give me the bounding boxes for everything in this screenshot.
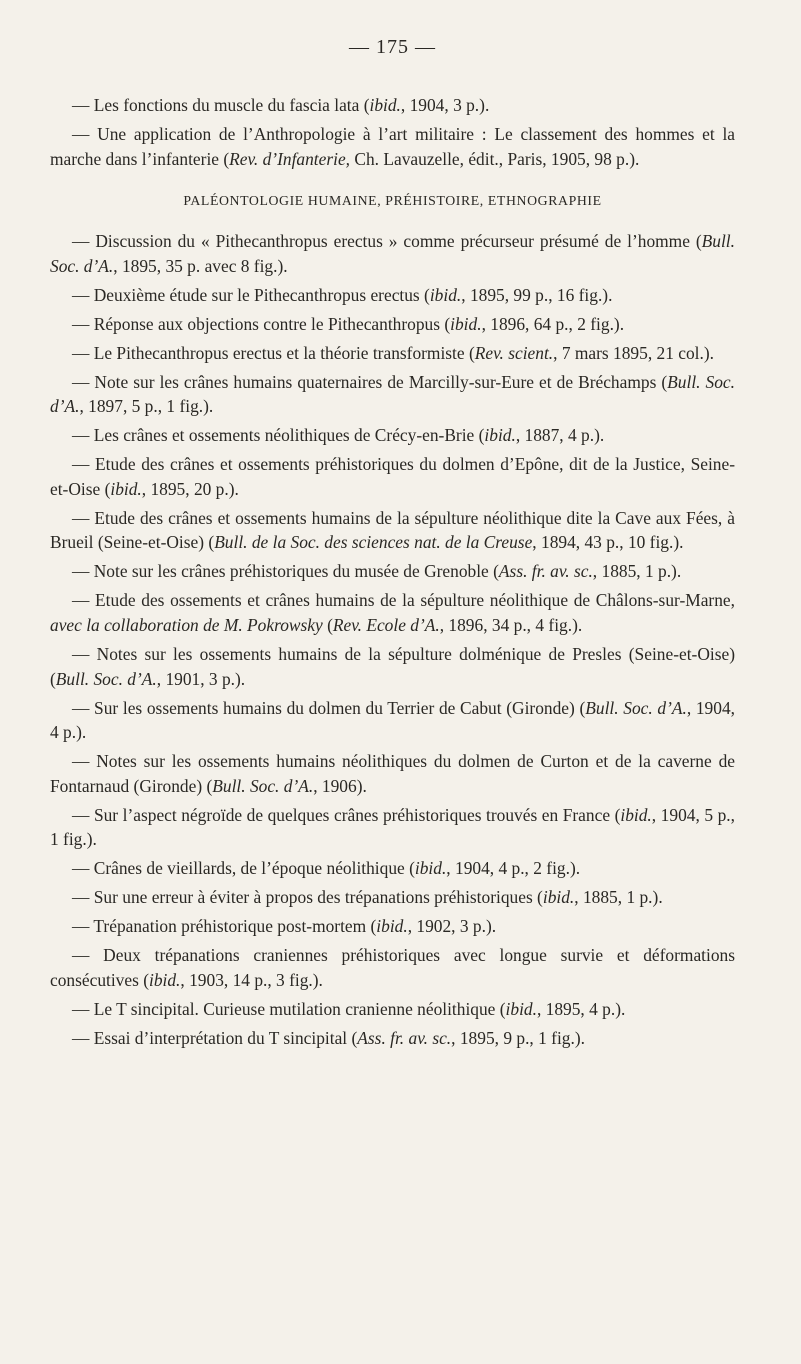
bibliography-entry	[50, 642, 735, 691]
bibliography-entry	[50, 885, 735, 910]
entry-text: , 1906).	[313, 775, 367, 796]
bibliography-entry	[50, 93, 735, 118]
entry-italic-text: ibid.	[620, 804, 652, 825]
entry-italic-text: avec la collaboration de M. Pokrowsky	[50, 615, 323, 635]
entry-italic-text: ibid.	[450, 313, 482, 334]
entry-text: , 1895, 99 p., 16 fig.).	[461, 284, 613, 305]
entry-text: , 1904, 3 p.).	[400, 95, 490, 115]
entry-text: — Deux trépanations craniennes préhistoriques avec longue survie et déformations consécutives (	[50, 945, 735, 990]
entry-text: , 1895, 20 p.).	[141, 478, 239, 499]
entry-italic-text: ibid.	[542, 887, 575, 908]
page-number: — 175 —	[349, 36, 436, 58]
entry-italic-text: Rev. scient.	[474, 342, 554, 363]
entry-text: , 1904, 4 p., 2 fig.).	[446, 858, 581, 879]
bibliography-entry	[50, 803, 735, 852]
entry-italic-text: Bull. Soc. d’A.	[212, 775, 314, 796]
entry-text: — Notes sur les ossements humains de la sépulture dolménique de Presles (Seine-et-Oise) (	[50, 643, 735, 689]
entry-text: , 1904, 5 p., 1 fig.).	[50, 804, 735, 850]
bibliography-entry	[50, 452, 735, 501]
entry-italic-text: ibid.	[110, 478, 142, 499]
bibliography-entry	[50, 997, 735, 1022]
entry-italic-text: Bull. Soc. d’A.	[585, 697, 687, 718]
section-heading: PALÉONTOLOGIE HUMAINE, PRÉHISTOIRE, ETHNOGRAPHIE	[183, 193, 602, 209]
entry-text: Ch. Lavauzelle, édit., Paris, 1905, 98 p.).	[350, 148, 640, 169]
entries-list	[50, 229, 735, 1050]
entry-text: , 1896, 64 p., 2 fig.).	[481, 313, 625, 334]
entry-text: — Les fonctions du muscle du fascia lata (	[72, 95, 370, 115]
bibliography-entry	[50, 341, 735, 366]
bibliography-entry	[50, 423, 735, 448]
entry-text: , 1885, 1 p.).	[574, 887, 663, 908]
entry-text: , 1902, 3 p.).	[407, 916, 497, 937]
entry-text: — Trépanation préhistorique post-mortem (	[72, 916, 377, 937]
entry-italic-text: ibid.	[429, 284, 462, 305]
bibliography-entry	[50, 283, 735, 308]
bibliography-entry	[50, 229, 735, 278]
entry-text: , 1895, 9 p., 1 fig.).	[451, 1027, 585, 1048]
entry-text: — Etude des crânes et ossements humains de la sépulture néolithique dite la Cave aux Fées, à Brueil (Seine-et-Oise) (	[50, 507, 735, 553]
bibliography-entry	[50, 856, 735, 881]
entry-text: , 1885, 1 p.).	[592, 561, 682, 582]
entry-text: , 1887, 4 p.).	[515, 425, 605, 446]
entry-text: — Note sur les crânes humains quaternaires de Marcilly-sur-Eure et de Bréchamps (	[72, 371, 668, 392]
entry-italic-text: Bull. Soc. d’A.	[50, 371, 735, 417]
entry-text: — Le Pithecanthropus erectus et la théorie transformiste (	[72, 342, 475, 363]
entry-text: — Etude des ossements et crânes humains de la sépulture néolithique de Châlons-sur-Marne,	[72, 590, 735, 611]
entry-text: , 1903, 14 p., 3 fig.).	[180, 969, 323, 990]
entry-text: — Le T sincipital. Curieuse mutilation cranienne néolithique (	[72, 998, 506, 1019]
entry-text: , 1895, 35 p. avec 8 fig.).	[113, 255, 288, 276]
bibliography-entry	[50, 749, 735, 798]
bibliography-entry	[50, 312, 735, 337]
entry-text: — Sur les ossements humains du dolmen du Terrier de Cabut (Gironde) (	[72, 697, 586, 718]
entry-italic-text: ibid.	[369, 95, 401, 115]
entry-text: , 1901, 3 p.).	[156, 668, 246, 689]
entry-text: — Notes sur les ossements humains néolithiques du dolmen de Curton et de la caverne de Fontarnaud (Gironde) (	[50, 751, 735, 796]
entry-text: — Essai d’interprétation du T sincipital (	[72, 1027, 358, 1048]
entry-text: — Discussion du « Pithecanthropus erectus » comme précurseur présumé de l’homme (	[72, 231, 702, 252]
entry-text: , 1896, 34 p., 4 fig.).	[439, 615, 583, 635]
entry-italic-text: Rev. d’Infanterie,	[229, 148, 351, 169]
entry-text: , 7 mars 1895, 21 col.).	[553, 342, 714, 363]
entry-text: — Deuxième étude sur le Pithecanthropus erectus (	[72, 284, 430, 305]
bibliography-entry	[50, 943, 735, 992]
entry-italic-text: ibid.	[376, 916, 408, 937]
entry-text: — Une application de l’Anthropologie à l’art militaire : Le classement des hommes et la marche dans l’infanterie (	[50, 123, 735, 169]
entry-italic-text: ibid.	[149, 969, 181, 990]
entry-italic-text: ibid.	[484, 425, 516, 446]
entry-text: — Les crânes et ossements néolithiques de Crécy-en-Brie (	[72, 425, 485, 446]
entry-italic-text: Ass. fr. av. sc.	[498, 561, 593, 582]
entry-text: , 1895, 4 p.).	[536, 998, 626, 1019]
entry-text: , 1894, 43 p., 10 fig.).	[532, 532, 684, 553]
bibliography-entry	[50, 588, 735, 637]
entry-italic-text: Ass. fr. av. sc.	[357, 1027, 452, 1048]
entry-text: — Note sur les crânes préhistoriques du musée de Grenoble (	[72, 561, 499, 582]
entry-italic-text: ibid.	[414, 858, 447, 879]
entry-text: , 1897, 5 p., 1 fig.).	[79, 396, 214, 417]
bibliography-entry	[50, 506, 735, 555]
entry-text: (	[322, 615, 333, 635]
entry-italic-text: Bull. de la Soc. des sciences nat. de la Creuse	[214, 532, 533, 553]
entry-italic-text: Rev. Ecole d’A.	[332, 615, 440, 635]
entry-italic-text: ibid.	[505, 998, 537, 1019]
bibliography-entry	[50, 559, 735, 584]
entry-text: — Etude des crânes et ossements préhistoriques du dolmen d’Epône, dit de la Justice, Seine-et-Oise (	[50, 454, 735, 499]
entries-list-top	[50, 93, 735, 171]
bibliography-entry	[50, 370, 735, 419]
entry-text: , 1904, 4 p.).	[50, 697, 735, 743]
bibliography-entry	[50, 696, 735, 745]
entry-italic-text: Bull. Soc. d’A.	[55, 668, 157, 689]
bibliography-entry	[50, 914, 735, 939]
entry-text: — Sur l’aspect négroïde de quelques crânes préhistoriques trouvés en France (	[72, 804, 621, 825]
entry-text: — Crânes de vieillards, de l’époque néolithique (	[72, 858, 415, 879]
entry-text: — Réponse aux objections contre le Pithecanthropus (	[72, 313, 451, 334]
entry-text: — Sur une erreur à éviter à propos des trépanations préhistoriques (	[72, 887, 543, 908]
bibliography-entry	[50, 1026, 735, 1051]
entry-italic-text: Bull. Soc. d’A.	[50, 231, 735, 276]
bibliography-entry	[50, 122, 735, 171]
